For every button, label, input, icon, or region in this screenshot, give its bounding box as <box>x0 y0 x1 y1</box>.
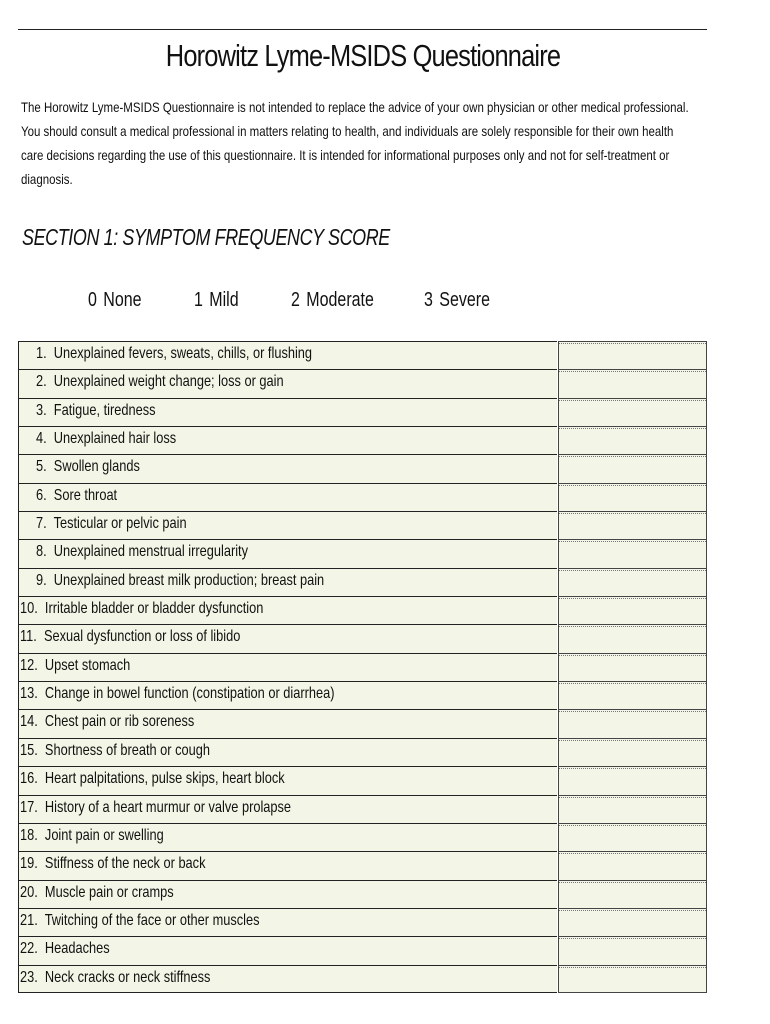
scale-value: 3 <box>424 289 433 311</box>
symptom-label <box>36 572 324 590</box>
symptom-text: Chest pain or rib soreness <box>44 713 195 731</box>
symptom-label-cell <box>18 795 557 823</box>
symptom-score-field[interactable] <box>558 908 707 936</box>
symptom-row <box>18 738 707 766</box>
symptom-label-cell <box>18 880 557 908</box>
symptom-score-field[interactable] <box>558 709 707 737</box>
symptom-text: Fatigue, tiredness <box>53 401 156 419</box>
symptom-row <box>18 880 707 908</box>
symptom-score-field[interactable] <box>558 596 707 624</box>
symptom-number: 20. <box>20 883 38 901</box>
scale-value: 0 <box>88 289 97 311</box>
symptom-label-cell <box>18 454 557 482</box>
symptom-number: 6. <box>36 486 47 504</box>
scale-label: Mild <box>209 289 239 311</box>
symptom-label <box>20 827 164 845</box>
symptom-text: Change in bowel function (constipation or diarrhea) <box>44 685 335 703</box>
symptom-score-field[interactable] <box>558 653 707 681</box>
symptom-text: Unexplained fevers, sweats, chills, or flushing <box>53 345 313 362</box>
symptom-text: Muscle pain or cramps <box>44 883 174 901</box>
symptom-label <box>36 430 176 448</box>
symptom-text: Shortness of breath or cough <box>44 741 210 759</box>
symptom-label <box>36 345 312 363</box>
symptom-score-field[interactable] <box>558 426 707 454</box>
symptom-label-cell <box>18 653 557 681</box>
symptom-number: 1. <box>36 345 47 362</box>
symptom-text: Swollen glands <box>53 458 140 476</box>
symptom-text: Stiffness of the neck or back <box>44 855 206 873</box>
symptom-number: 18. <box>20 826 38 844</box>
symptom-label <box>36 515 187 533</box>
symptom-number: 13. <box>20 685 38 703</box>
symptom-label <box>20 884 174 902</box>
symptom-score-field[interactable] <box>558 681 707 709</box>
symptom-label <box>36 458 140 476</box>
symptom-score-field[interactable] <box>558 454 707 482</box>
symptom-label <box>36 543 248 561</box>
symptom-label-cell <box>18 596 557 624</box>
symptom-row <box>18 568 707 596</box>
symptom-row <box>18 681 707 709</box>
symptom-row <box>18 709 707 737</box>
symptom-text: Irritable bladder or bladder dysfunction <box>44 600 264 618</box>
symptom-number: 15. <box>20 741 38 759</box>
symptom-label-cell <box>18 539 557 567</box>
symptom-label-cell <box>18 341 557 369</box>
symptom-label-cell <box>18 369 557 397</box>
symptom-score-field[interactable] <box>558 511 707 539</box>
symptom-text: Sore throat <box>53 486 118 504</box>
symptom-row <box>18 823 707 851</box>
symptom-label <box>20 855 205 873</box>
symptom-text: Twitching of the face or other muscles <box>44 911 260 929</box>
symptom-number: 10. <box>20 600 38 618</box>
symptom-label <box>20 713 194 731</box>
scale-label: Moderate <box>306 289 374 311</box>
symptom-text: Sexual dysfunction or loss of libido <box>43 628 241 646</box>
symptom-table <box>18 341 707 993</box>
symptom-text: Joint pain or swelling <box>44 826 164 844</box>
symptom-number: 23. <box>20 968 38 986</box>
symptom-label-cell <box>18 851 557 879</box>
symptom-row <box>18 653 707 681</box>
symptom-label-cell <box>18 568 557 596</box>
symptom-text: Upset stomach <box>44 656 131 674</box>
symptom-row <box>18 511 707 539</box>
symptom-score-field[interactable] <box>558 823 707 851</box>
symptom-label <box>20 685 335 703</box>
scale-option-severe <box>424 289 490 312</box>
symptom-label <box>20 799 291 817</box>
symptom-row <box>18 426 707 454</box>
symptom-row <box>18 483 707 511</box>
scale-value: 2 <box>291 289 300 311</box>
symptom-row <box>18 539 707 567</box>
symptom-score-field[interactable] <box>558 766 707 794</box>
scale-label: Severe <box>439 289 490 311</box>
symptom-label-cell <box>18 936 557 964</box>
symptom-label-cell <box>18 965 557 993</box>
symptom-label-cell <box>18 908 557 936</box>
symptom-label-cell <box>18 738 557 766</box>
symptom-label <box>20 657 130 675</box>
symptom-row <box>18 369 707 397</box>
symptom-number: 22. <box>20 940 38 958</box>
scale-label: None <box>103 289 142 311</box>
symptom-label <box>20 940 110 958</box>
symptom-number: 19. <box>20 855 38 873</box>
symptom-text: Neck cracks or neck stiffness <box>44 968 211 986</box>
symptom-number: 9. <box>36 571 47 589</box>
symptom-row <box>18 596 707 624</box>
symptom-score-field[interactable] <box>558 483 707 511</box>
symptom-row <box>18 766 707 794</box>
symptom-label-cell <box>18 511 557 539</box>
symptom-number: 16. <box>20 770 38 788</box>
symptom-score-field[interactable] <box>558 965 707 993</box>
symptom-score-field[interactable] <box>558 624 707 652</box>
symptom-label <box>20 742 210 760</box>
symptom-score-field[interactable] <box>558 369 707 397</box>
symptom-score-field[interactable] <box>558 851 707 879</box>
symptom-text: Heart palpitations, pulse skips, heart block <box>44 770 285 788</box>
symptom-label-cell <box>18 709 557 737</box>
symptom-number: 5. <box>36 458 47 476</box>
scale-value: 1 <box>194 289 203 311</box>
symptom-row <box>18 398 707 426</box>
symptom-row <box>18 908 707 936</box>
symptom-label-cell <box>18 426 557 454</box>
scale-option-moderate <box>291 289 374 312</box>
disclaimer-text: The Horowitz Lyme-MSIDS Questionnaire is not intended to replace the advice of your own physician or other medical professional. You should consult a medical professional in matters relating to health, and individuals are solely responsible for their own health care decisions regarding the use of this questionnaire. It is intended for informational purposes only and not for self-treatment or diagnosis. <box>21 99 689 187</box>
symptom-row <box>18 965 707 993</box>
symptom-row <box>18 795 707 823</box>
symptom-score-field[interactable] <box>558 738 707 766</box>
top-rule <box>18 29 707 30</box>
symptom-number: 7. <box>36 515 47 533</box>
symptom-label <box>36 487 117 505</box>
symptom-label <box>36 402 156 420</box>
symptom-number: 11. <box>20 628 37 646</box>
symptom-text: Unexplained menstrual irregularity <box>53 543 249 561</box>
symptom-text: Testicular or pelvic pain <box>53 515 187 533</box>
symptom-score-field[interactable] <box>558 539 707 567</box>
symptom-label <box>20 969 210 987</box>
symptom-score-field[interactable] <box>558 795 707 823</box>
symptom-text: Unexplained weight change; loss or gain <box>53 373 284 391</box>
document-title: Horowitz Lyme-MSIDS Questionnaire <box>165 38 561 73</box>
symptom-score-field[interactable] <box>558 568 707 596</box>
symptom-number: 21. <box>20 911 38 929</box>
symptom-row <box>18 341 707 369</box>
symptom-text: History of a heart murmur or valve prolapse <box>44 798 292 816</box>
symptom-score-field[interactable] <box>558 341 707 369</box>
symptom-text: Unexplained breast milk production; breast pain <box>53 571 325 589</box>
symptom-score-field[interactable] <box>558 398 707 426</box>
symptom-row <box>18 851 707 879</box>
symptom-number: 17. <box>20 798 38 816</box>
symptom-number: 2. <box>36 373 47 391</box>
symptom-label <box>20 600 263 618</box>
symptom-number: 14. <box>20 713 38 731</box>
symptom-label <box>36 373 284 391</box>
symptom-score-field[interactable] <box>558 936 707 964</box>
scale-option-mild <box>194 289 239 312</box>
symptom-text: Headaches <box>44 940 110 958</box>
symptom-label <box>20 912 260 930</box>
symptom-number: 4. <box>36 430 47 448</box>
symptom-score-field[interactable] <box>558 880 707 908</box>
section-1-heading: SECTION 1: SYMPTOM FREQUENCY SCORE <box>22 224 390 250</box>
symptom-label <box>20 770 285 788</box>
symptom-number: 12. <box>20 656 38 674</box>
symptom-row <box>18 624 707 652</box>
symptom-label-cell <box>18 681 557 709</box>
scale-option-none <box>88 289 142 312</box>
symptom-label-cell <box>18 624 557 652</box>
symptom-label-cell <box>18 766 557 794</box>
symptom-text: Unexplained hair loss <box>53 430 177 448</box>
symptom-label-cell <box>18 398 557 426</box>
symptom-label <box>20 628 240 646</box>
symptom-row <box>18 936 707 964</box>
symptom-number: 3. <box>36 401 47 419</box>
symptom-number: 8. <box>36 543 47 561</box>
symptom-row <box>18 454 707 482</box>
symptom-label-cell <box>18 483 557 511</box>
symptom-label-cell <box>18 823 557 851</box>
